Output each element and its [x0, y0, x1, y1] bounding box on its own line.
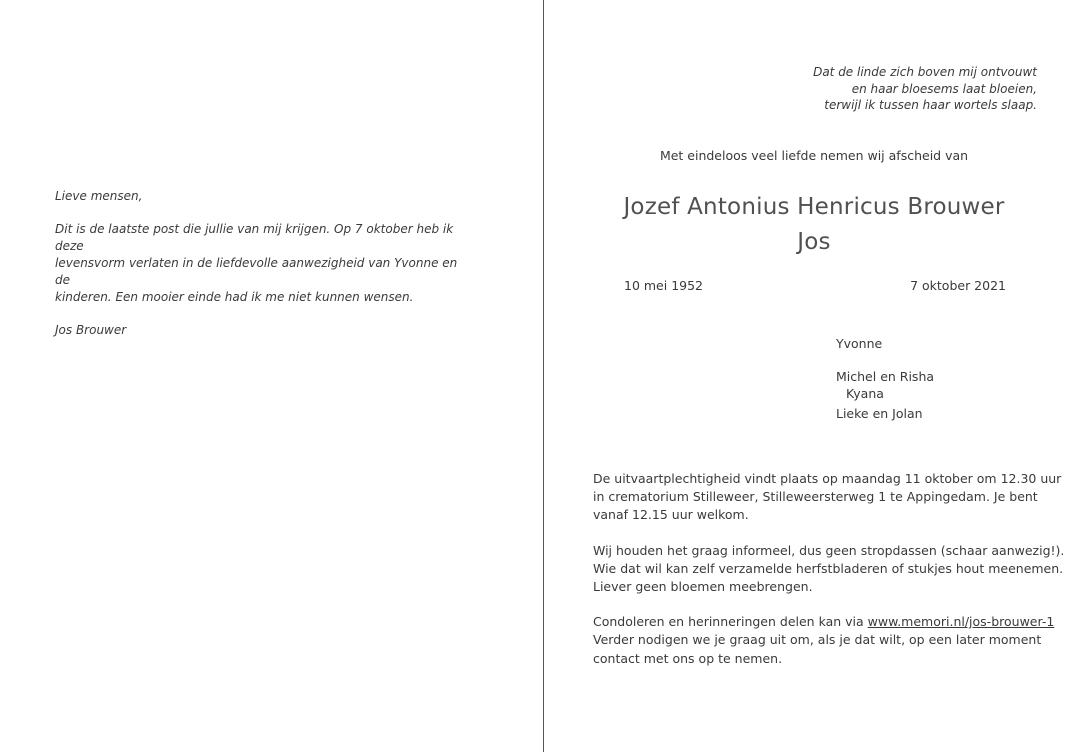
right-page: [544, 0, 1087, 752]
dress-code-line: Wij houden het graag informeel, dus geen stropdassen (schaar aanwezig!).: [593, 542, 1065, 558]
letter-message: [55, 221, 475, 306]
dress-code-line: Liever geen bloemen meebrengen.: [593, 579, 813, 595]
ceremony-paragraph: [593, 470, 1062, 525]
deceased-full-name: Jozef Antonius Henricus Brouwer: [623, 194, 1005, 220]
condolence-prefix: Condoleren en herinneringen delen kan via: [593, 614, 868, 630]
poem-line: terwijl ik tussen haar wortels slaap.: [824, 98, 1037, 112]
letter-greeting: Lieve mensen,: [55, 189, 143, 203]
poem-line: Dat de linde zich boven mij ontvouwt: [813, 65, 1037, 79]
funeral-info: [593, 470, 1065, 685]
date-of-birth: 10 mei 1952: [624, 278, 704, 293]
date-of-death: 7 oktober 2021: [910, 278, 1006, 293]
condolence-line: Verder nodigen we je graag uit om, als je dat wilt, op een later moment: [593, 632, 1042, 648]
dress-code-paragraph: [593, 542, 1065, 597]
ceremony-line: De uitvaartplechtigheid vindt plaats op maandag 11 oktober om 12.30 uur: [593, 471, 1062, 486]
condolence-line-first: [593, 613, 1055, 631]
letter-message-line: Dit is de laatste post die jullie van mij krijgen. Op 7 oktober heb ik deze: [55, 222, 454, 253]
left-page: [0, 0, 543, 752]
family-child: Lieke en Jolan: [836, 406, 923, 421]
letter-signature: Jos Brouwer: [55, 323, 127, 337]
letter-message-line: kinderen. Een mooier einde had ik me niet kunnen wensen.: [55, 290, 414, 304]
ceremony-line: vanaf 12.15 uur welkom.: [593, 507, 749, 523]
letter-message-line: levensvorm verlaten in de liefdevolle aanwezigheid van Yvonne en de: [55, 256, 458, 287]
condolence-paragraph: [593, 613, 1055, 668]
ceremony-line: in crematorium Stilleweer, Stilleweersterweg 1 te Appingedam. Je bent: [593, 489, 1038, 505]
family-child: Michel en Risha: [836, 369, 935, 384]
farewell-intro: Met eindeloos veel liefde nemen wij afscheid van: [659, 148, 969, 163]
poem-line: en haar bloesems laat bloeien,: [851, 81, 1037, 96]
deceased-nickname: Jos: [797, 229, 831, 255]
condolence-line: contact met ons op te nemen.: [593, 650, 783, 666]
dress-code-line: Wie dat wil kan zelf verzamelde herfstbladeren of stukjes hout meenemen.: [593, 560, 1064, 576]
family-partner: Yvonne: [836, 336, 883, 351]
personal-letter: [55, 188, 475, 355]
deceased-name-block: [594, 190, 1034, 260]
poem: [813, 64, 1037, 114]
family-grandchild: Kyana: [846, 386, 884, 401]
family-list: [836, 335, 934, 422]
condolence-link[interactable]: www.memori.nl/jos-brouwer-1: [867, 614, 1055, 630]
